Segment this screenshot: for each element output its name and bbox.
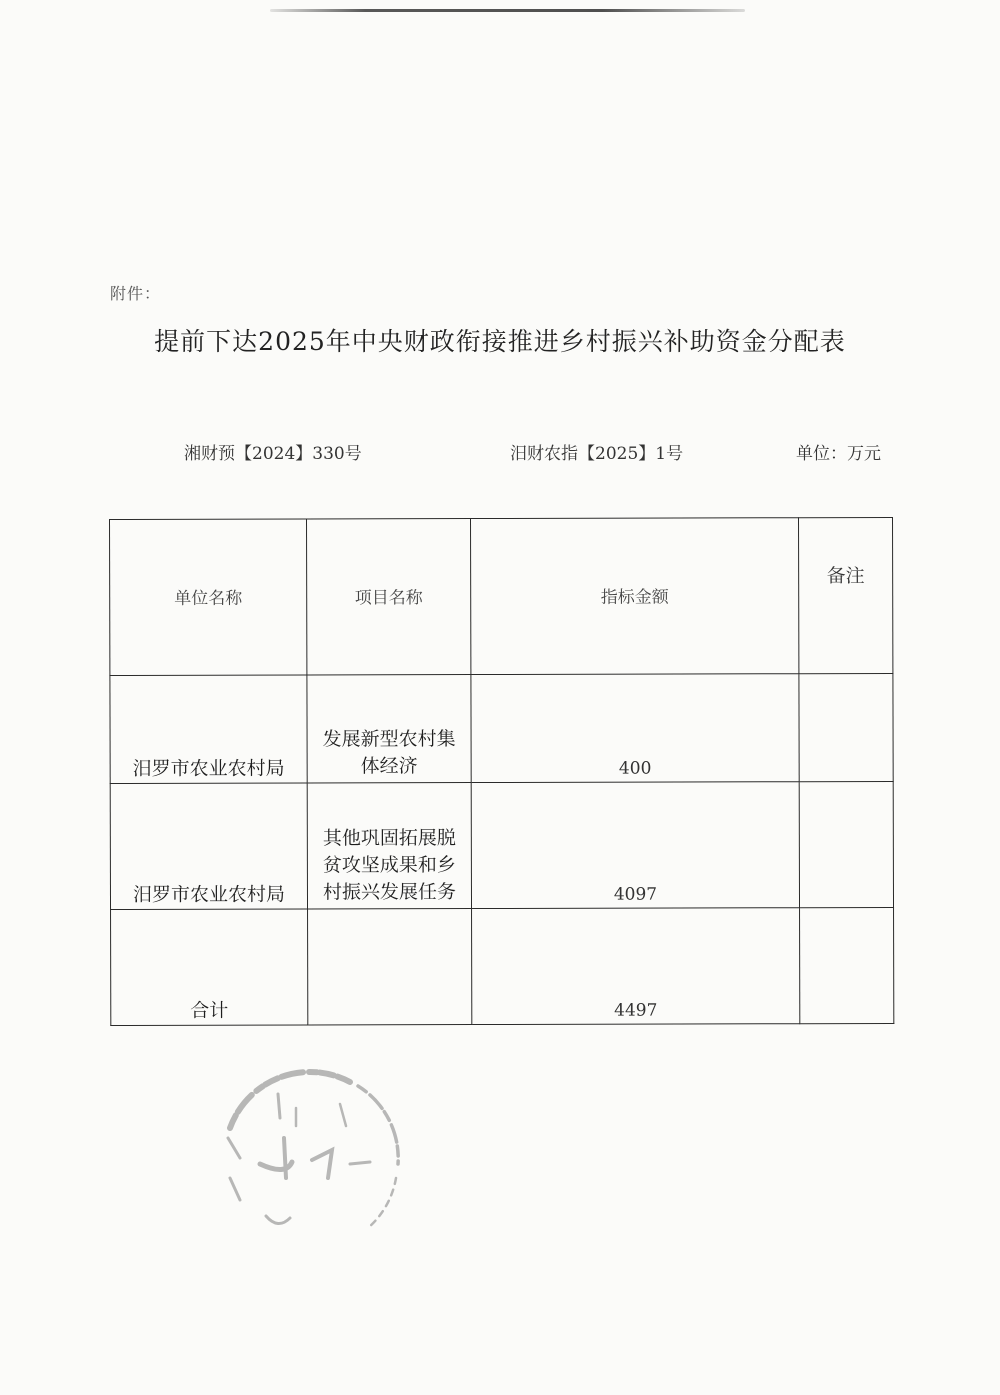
- cell-unit: 汨罗市农业农村局: [110, 783, 307, 910]
- table-row: [110, 673, 893, 783]
- table-header-row: [110, 517, 893, 675]
- table-row: [110, 781, 893, 909]
- allocation-table-wrapper: [109, 517, 893, 1022]
- table-total-row: [111, 907, 894, 1025]
- header-project-name: 项目名称: [307, 519, 471, 675]
- cell-amount: 4097: [471, 782, 799, 909]
- header-note: 备注: [798, 517, 892, 673]
- top-edge-rule: [270, 9, 745, 12]
- header-amount: 指标金额: [471, 518, 799, 675]
- official-seal-stamp: [200, 1068, 410, 1248]
- attachment-label: 附件：: [110, 284, 162, 303]
- cell-total-project: [308, 909, 472, 1025]
- allocation-table: [109, 517, 894, 1026]
- reference-number-middle: 汨财农指【2025】1号: [510, 444, 684, 464]
- cell-unit: 汨罗市农业农村局: [110, 675, 307, 784]
- cell-note: [799, 673, 893, 781]
- reference-number-left: 湘财预【2024】330号: [184, 444, 362, 464]
- cell-total-label: 合计: [111, 909, 308, 1026]
- document-title: 提前下达2025年中央财政衔接推进乡村振兴补助资金分配表: [154, 327, 846, 356]
- cell-project: 发展新型农村集体经济: [307, 675, 471, 783]
- unit-label: 单位：万元: [796, 444, 881, 464]
- cell-note: [799, 781, 893, 907]
- header-unit-name: 单位名称: [110, 519, 307, 676]
- cell-total-amount: 4497: [472, 908, 800, 1025]
- cell-total-note: [800, 907, 894, 1023]
- cell-amount: 400: [471, 674, 799, 783]
- cell-project: 其他巩固拓展脱贫攻坚成果和乡村振兴发展任务: [307, 783, 471, 909]
